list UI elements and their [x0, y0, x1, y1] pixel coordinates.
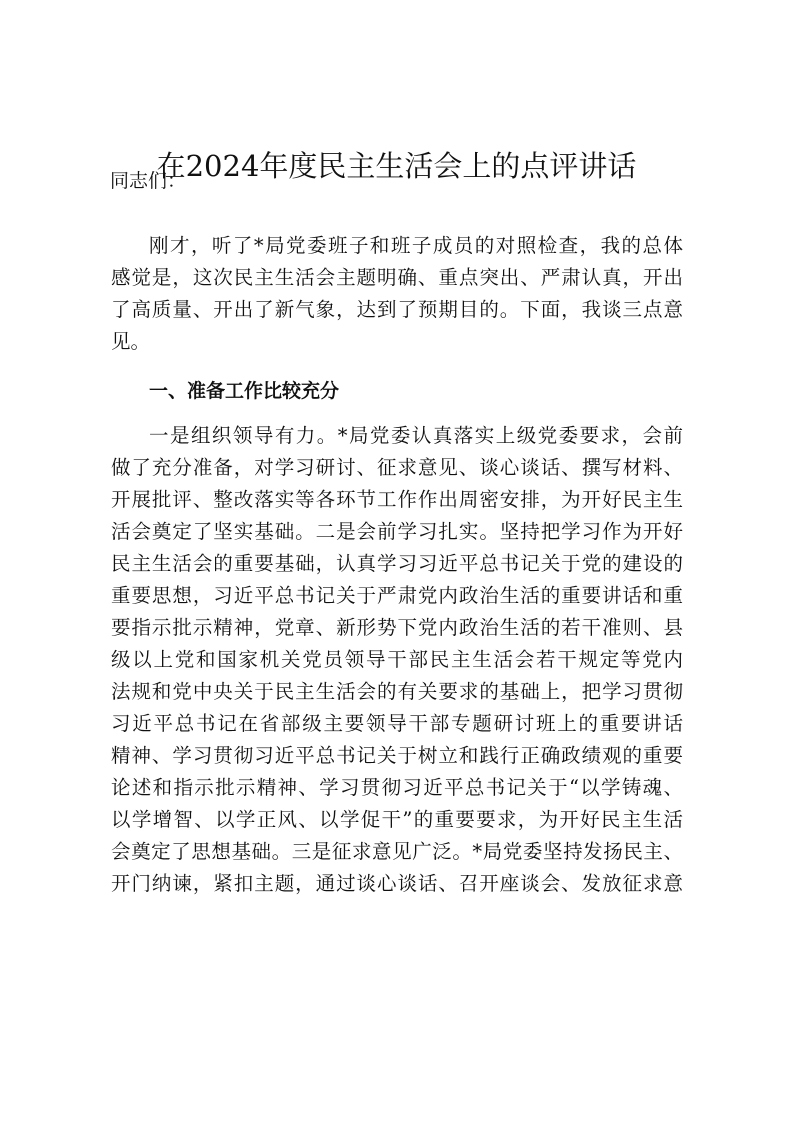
paragraph-line: 民主生活会的重要基础，认真学习习近平总书记关于党的建设的 [111, 552, 683, 575]
paragraph-line: 活会奠定了坚实基础。二是会前学习扎实。坚持把学习作为开好 [111, 520, 683, 543]
paragraph-line: 了高质量、开出了新气象，达到了预期目的。下面，我谈三点意 [111, 298, 683, 321]
paragraph-line: 以学增智、以学正风、以学促干”的重要要求，为开好民主生活 [111, 808, 683, 831]
paragraph-line: 开门纳谏，紧扣主题，通过谈心谈话、召开座谈会、发放征求意 [111, 872, 683, 895]
paragraph-line: 会奠定了思想基础。三是征求意见广泛。*局党委坚持发扬民主、 [111, 840, 683, 863]
paragraph-preparation [111, 420, 683, 900]
paragraph-opening [111, 230, 683, 358]
salutation: 同志们： [110, 170, 187, 192]
paragraph-line: 精神、学习贯彻习近平总书记关于树立和践行正确政绩观的重要 [111, 744, 683, 767]
paragraph-line: 刚才，听了*局党委班子和班子成员的对照检查，我的总体 [149, 234, 683, 257]
paragraph-line: 重要思想，习近平总书记关于严肃党内政治生活的重要讲话和重 [111, 584, 683, 607]
paragraph-line: 见。 [111, 330, 151, 353]
paragraph-line: 级以上党和国家机关党员领导干部民主生活会若干规定等党内 [111, 648, 683, 671]
paragraph-line: 一是组织领导有力。*局党委认真落实上级党委要求，会前 [149, 424, 683, 447]
paragraph-line: 要指示批示精神，党章、新形势下党内政治生活的若干准则、县 [111, 616, 683, 639]
paragraph-line: 论述和指示批示精神、学习贯彻习近平总书记关于“以学铸魂、 [111, 776, 683, 799]
paragraph-line: 法规和党中央关于民主生活会的有关要求的基础上，把学习贯彻 [111, 680, 683, 703]
section-heading: 一、准备工作比较充分 [149, 380, 340, 402]
paragraph-line: 开展批评、整改落实等各环节工作作出周密安排，为开好民主生 [111, 488, 683, 511]
document-title: 在2024年度民主生活会上的点评讲话 [156, 149, 637, 183]
paragraph-line: 做了充分准备，对学习研讨、征求意见、谈心谈话、撰写材料、 [111, 456, 683, 479]
paragraph-line: 习近平总书记在省部级主要领导干部专题研讨班上的重要讲话 [111, 712, 683, 735]
paragraph-line: 感觉是，这次民主生活会主题明确、重点突出、严肃认真，开出 [111, 266, 683, 289]
